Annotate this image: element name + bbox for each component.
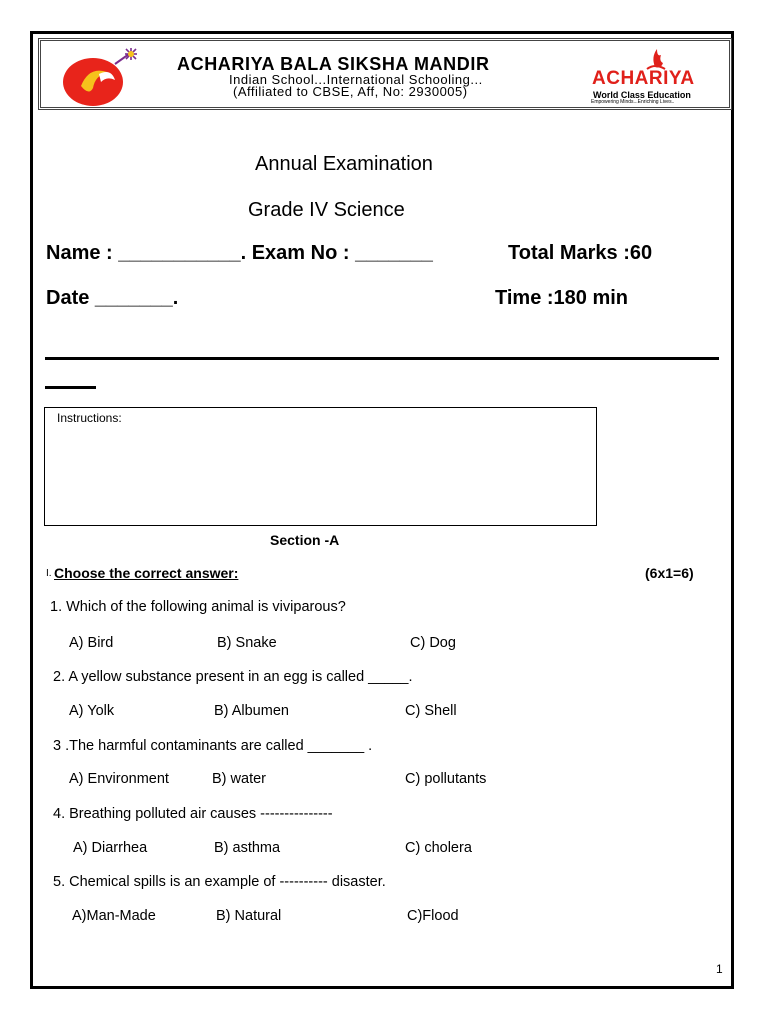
q5-option-b: B) Natural (216, 908, 282, 924)
q3-option-b: B) water (212, 771, 266, 787)
time-label: Time :180 min (495, 287, 629, 309)
brand-name: ACHARIYA (592, 68, 695, 89)
q5-option-a: A)Man-Made (72, 908, 156, 924)
section-title: Section -A (270, 532, 340, 548)
q1-option-c: C) Dog (410, 635, 456, 651)
q1-option-a: A) Bird (69, 635, 114, 651)
q3-option-c: C) pollutants (405, 771, 487, 787)
part-title: Choose the correct answer: (54, 565, 239, 581)
question-2: 2. A yellow substance present in an egg is called _____. (53, 669, 413, 685)
date-field-label: Date _______. (46, 287, 179, 309)
part-marks: (6x1=6) (645, 565, 694, 581)
page-number: 1 (716, 962, 723, 976)
q4-option-c: C) cholera (405, 840, 472, 856)
divider-line-tail (45, 386, 96, 389)
achariya-left-logo-icon (59, 46, 141, 108)
school-name: ACHARIYA BALA SIKSHA MANDIR (177, 54, 490, 74)
school-tagline: Indian School...International Schooling... (229, 72, 483, 87)
q2-option-c: C) Shell (405, 703, 457, 719)
instructions-label: Instructions: (57, 411, 122, 425)
exam-title: Annual Examination (255, 153, 433, 175)
question-4: 4. Breathing polluted air causes --------------- (53, 806, 333, 822)
question-1: 1. Which of the following animal is viviparous? (50, 599, 346, 615)
name-field-label: Name : ___________. Exam No : _______ (46, 242, 433, 264)
q1-option-b: B) Snake (217, 635, 277, 651)
q4-option-b: B) asthma (214, 840, 281, 856)
q5-option-c: C)Flood (407, 908, 459, 924)
question-5: 5. Chemical spills is an example of ---------- disaster. (53, 874, 386, 890)
school-affiliation: (Affiliated to CBSE, Aff, No: 2930005) (233, 84, 468, 99)
school-header (38, 38, 732, 110)
question-3: 3 .The harmful contaminants are called _______ . (53, 738, 373, 754)
q2-option-a: A) Yolk (69, 703, 115, 719)
q2-option-b: B) Albumen (214, 703, 289, 719)
brand-tagline: World Class Education (593, 90, 691, 100)
exam-subtitle: Grade IV Science (248, 199, 405, 221)
q4-option-a: A) Diarrhea (73, 840, 148, 856)
total-marks: Total Marks :60 (508, 242, 653, 264)
q3-option-a: A) Environment (69, 771, 169, 787)
part-number: I. (46, 568, 52, 579)
divider-line (45, 357, 719, 360)
brand-subtagline: Empowering Minds...Enriching Lives.. (591, 99, 675, 105)
instructions-box (44, 407, 597, 526)
